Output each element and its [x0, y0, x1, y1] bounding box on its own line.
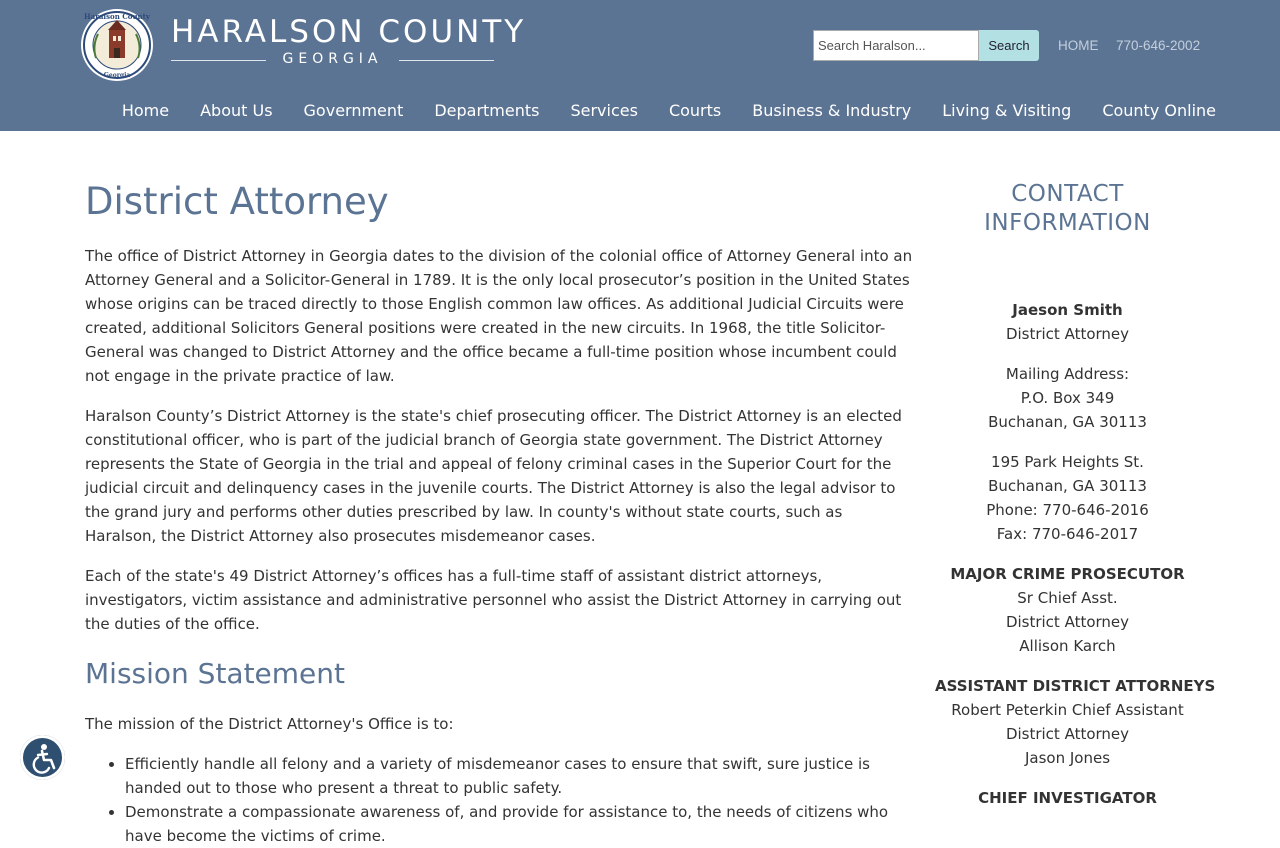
mission-list	[85, 752, 913, 848]
mailing-label: Mailing Address:	[1005, 365, 1130, 383]
nav-services[interactable]: Services	[570, 101, 638, 120]
page-title: District Attorney	[85, 180, 389, 223]
top-phone-link[interactable]: 770-646-2002	[1116, 38, 1201, 53]
site-title[interactable]: HARALSON COUNTY	[171, 14, 527, 50]
search-input[interactable]	[813, 30, 979, 61]
da-name: Jaeson Smith	[1012, 301, 1123, 319]
top-home-link[interactable]: HOME	[1058, 38, 1099, 53]
intro-paragraph-2: Haralson County’s District Attorney is the state's chief prosecuting officer. The District Attorney is an elected constitutional officer, who is part of the judicial branch of Georgia state government. The District Attorney represents the State of Georgia in the trial and appeal of felony criminal cases in the Superior Court for the judicial circuit and delinquency cases in the juvenile courts. The District Attorney is also the legal advisor to the grand jury and performs other duties prescribed by law. In county's without state courts, such as Haralson, the District Attorney also prosecutes misdemeanor cases.	[85, 407, 902, 545]
mailing-address	[935, 362, 1200, 434]
street-address	[935, 450, 1200, 546]
ada-heading: ASSISTANT DISTRICT ATTORNEYS	[935, 677, 1216, 695]
intro-paragraph-1: The office of District Attorney in Georgia dates to the division of the colonial office of Attorney General into an Attorney General and a Solicitor-General in 1789. It is the only local prosecutor’s position in the United States whose origins can be traced directly to those English common law offices. As additional Judicial Circuits were created, additional Solicitors General positions were created in the new circuits. In 1968, the title Solicitor-General was changed to District Attorney and the office became a full-time position whose incumbent could not engage in the private practice of law.	[85, 247, 913, 385]
contact-heading: CONTACT INFORMATION	[984, 181, 1151, 236]
major-crime-line: Sr Chief Asst.	[1017, 589, 1118, 607]
major-crime-block	[935, 562, 1200, 658]
main-nav	[121, 100, 1216, 124]
da-block	[935, 298, 1200, 346]
ada-block	[935, 674, 1216, 770]
mission-heading: Mission Statement	[85, 657, 346, 690]
phone-number[interactable]: Phone: 770-646-2016	[986, 501, 1149, 519]
nav-home[interactable]: Home	[121, 101, 170, 120]
svg-text:Georgia: Georgia	[103, 72, 131, 79]
fax-number: Fax: 770-646-2017	[996, 525, 1139, 543]
contact-sidebar	[935, 180, 1216, 826]
accessibility-button[interactable]	[20, 735, 65, 780]
major-crime-line: District Attorney	[1005, 613, 1130, 631]
nav-courts[interactable]: Courts	[668, 101, 722, 120]
major-crime-heading: MAJOR CRIME PROSECUTOR	[950, 565, 1185, 583]
street-line: Buchanan, GA 30113	[988, 477, 1147, 495]
mission-intro: The mission of the District Attorney's Office is to:	[85, 715, 454, 733]
mailing-line: Buchanan, GA 30113	[988, 413, 1147, 431]
nav-about-us[interactable]: About Us	[200, 101, 273, 120]
nav-county-online[interactable]: County Online	[1102, 101, 1216, 120]
nav-business-industry[interactable]: Business & Industry	[752, 101, 912, 120]
svg-text:Haralson County: Haralson County	[84, 12, 150, 21]
county-seal-logo[interactable]	[80, 8, 154, 82]
da-title: District Attorney	[1005, 325, 1130, 343]
list-item: • Efficiently handle all felony and a variety of misdemeanor cases to ensure that swift, sure justice is handed out to those who present a threat to public safety.	[125, 752, 913, 800]
nav-government[interactable]: Government	[303, 101, 404, 120]
main-content	[85, 178, 913, 848]
chief-investigator-block	[935, 786, 1200, 810]
nav-living-visiting[interactable]: Living & Visiting	[942, 101, 1072, 120]
site-header	[0, 0, 1280, 131]
accessibility-icon	[27, 742, 59, 774]
site-subtitle: GEORGIA	[171, 50, 494, 70]
major-crime-line: Allison Karch	[1019, 637, 1116, 655]
list-item: • Demonstrate a compassionate awareness of, and provide for assistance to, the needs of citizens who have become the victims of crime.	[125, 800, 913, 848]
nav-departments[interactable]: Departments	[434, 101, 540, 120]
ada-line: District Attorney	[1005, 725, 1130, 743]
search-button[interactable]: Search	[979, 30, 1039, 61]
intro-paragraph-3: Each of the state's 49 District Attorney’s offices has a full-time staff of assistant district attorneys, investigators, victim assistance and administrative personnel who assist the District Attorney in carrying out the duties of the office.	[85, 567, 902, 633]
chief-investigator-heading: CHIEF INVESTIGATOR	[978, 789, 1157, 807]
street-line: 195 Park Heights St.	[991, 453, 1144, 471]
ada-line: Jason Jones	[1024, 749, 1111, 767]
ada-line: Robert Peterkin Chief Assistant	[951, 701, 1184, 719]
mailing-line: P.O. Box 349	[1020, 389, 1115, 407]
